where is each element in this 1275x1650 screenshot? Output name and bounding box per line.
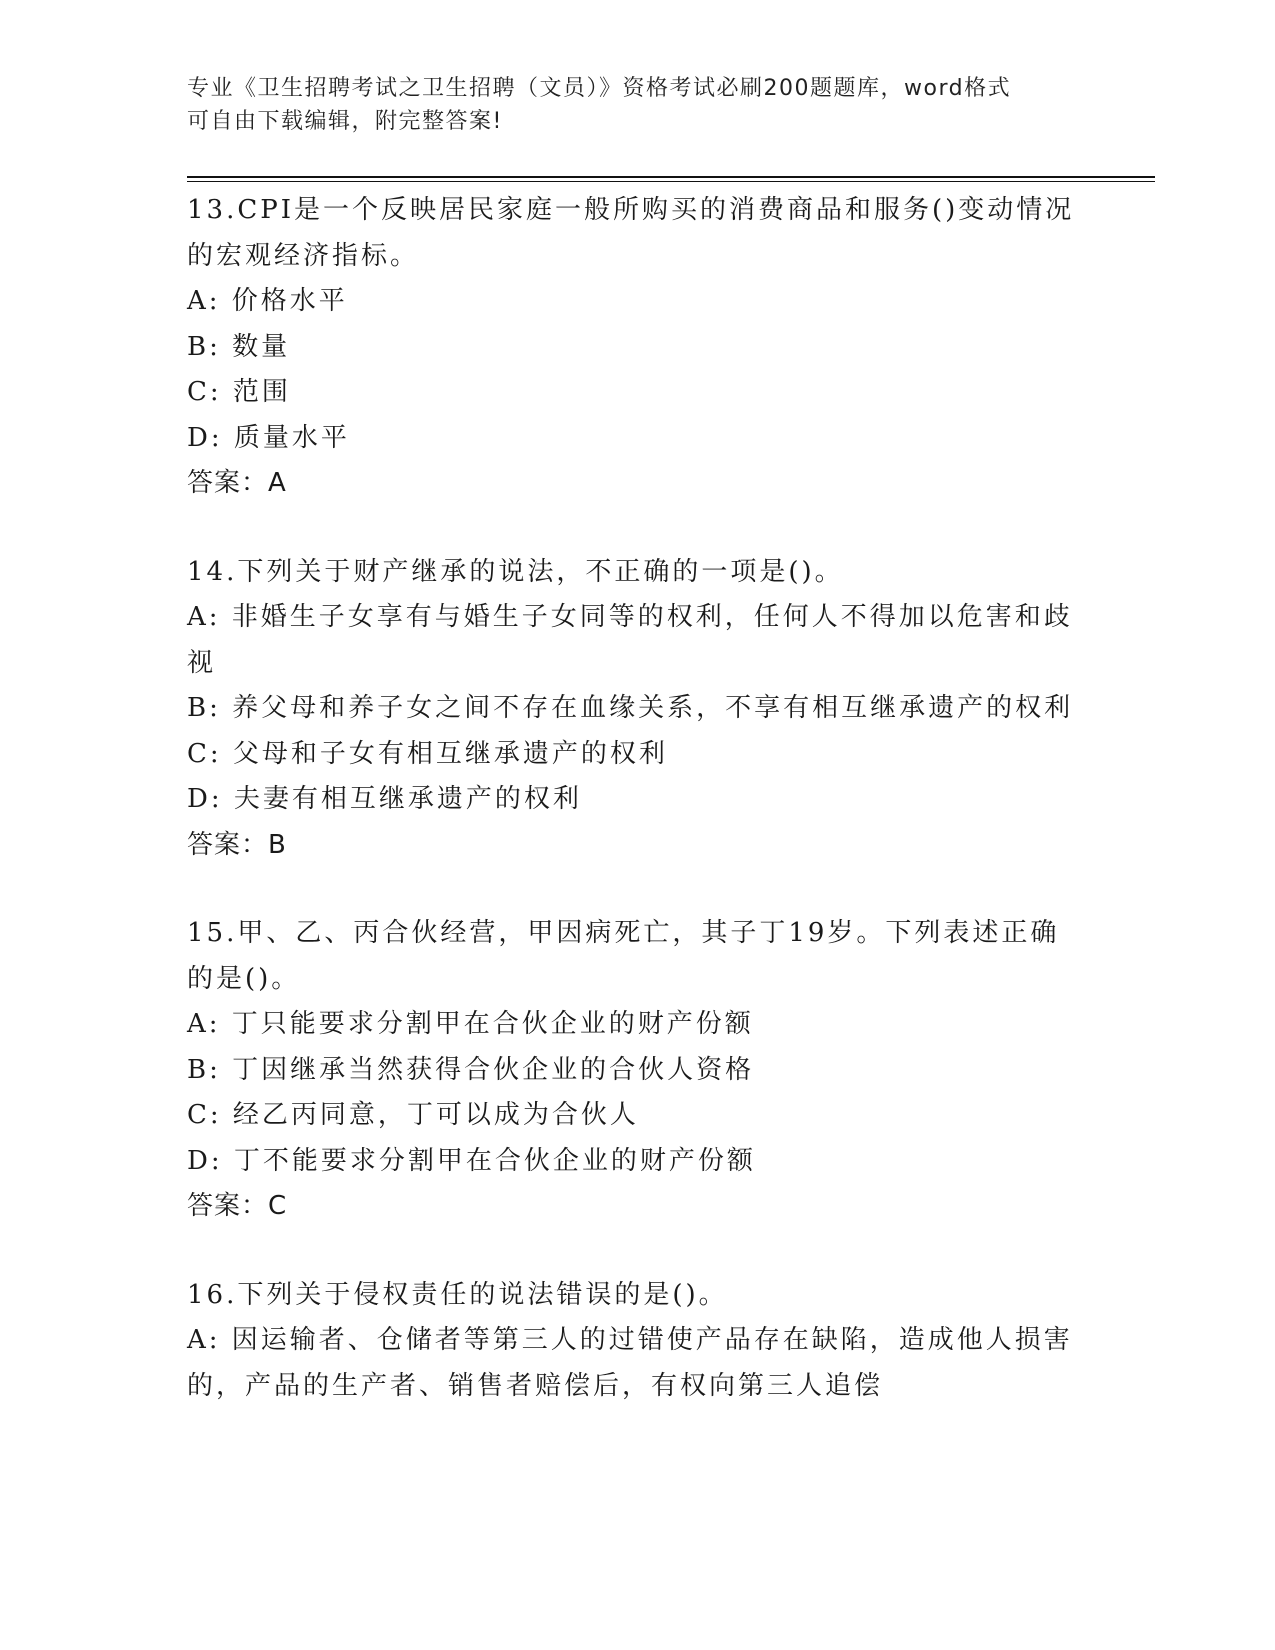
option-b: B: 数量 [187,331,291,362]
question-spacer [187,1230,1087,1273]
option-a: A: 因运输者、仓储者等第三人的过错使产品存在缺陷，造成他人损害 [187,1325,1073,1355]
question-stem: 15.甲、乙、丙合伙经营，甲因病死亡，其子丁19岁。下列表述正确 [187,918,1060,948]
answer-label: 答案：B [187,829,287,860]
question-15 [187,911,1087,1230]
option-a: A: 价格水平 [187,286,348,316]
question-stem: 16.下列关于侵权责任的说法错误的是()。 [187,1279,728,1310]
header-divider-thick [187,176,1155,178]
option-a-continued: 视 [187,647,217,678]
header-divider-thin [187,181,1155,182]
option-a: A: 非婚生子女享有与婚生子女同等的权利，任何人不得加以危害和歧 [187,602,1073,632]
question-spacer [187,507,1087,550]
option-b: B: 养父母和养子女之间不存在血缘关系，不享有相互继承遗产的权利 [187,693,1074,723]
option-a: A: 丁只能要求分割甲在合伙企业的财产份额 [187,1009,754,1039]
header-subtitle-line: 可自由下载编辑，附完整答案! [187,109,503,134]
option-d: D: 质量水平 [187,422,350,453]
option-c: C: 父母和子女有相互继承遗产的权利 [187,738,668,769]
document-header [187,72,1067,138]
question-14 [187,550,1087,869]
question-stem: 的宏观经济指标。 [187,240,420,271]
answer-label: 答案：A [187,468,287,498]
question-stem: 13.CPI是一个反映居民家庭一般所购买的消费商品和服务()变动情况 [187,195,1075,225]
option-c: C: 范围 [187,377,291,407]
question-13 [187,188,1087,507]
answer-label: 答案：C [187,1191,288,1221]
question-stem: 的是()。 [187,963,301,994]
option-b: B: 丁因继承当然获得合伙企业的合伙人资格 [187,1054,755,1085]
question-stem: 14.下列关于财产继承的说法，不正确的一项是()。 [187,556,844,587]
question-spacer [187,868,1087,911]
question-16 [187,1273,1087,1410]
option-a-continued: 的，产品的生产者、销售者赔偿后，有权向第三人追偿 [187,1370,884,1401]
option-d: D: 丁不能要求分割甲在合伙企业的财产份额 [187,1145,756,1176]
option-c: C: 经乙丙同意，丁可以成为合伙人 [187,1100,639,1130]
header-title-line: 专业《卫生招聘考试之卫生招聘（文员）》资格考试必刷200题题库，word格式 [187,76,1012,101]
option-d: D: 夫妻有相互继承遗产的权利 [187,784,582,814]
question-list [187,188,1087,1409]
